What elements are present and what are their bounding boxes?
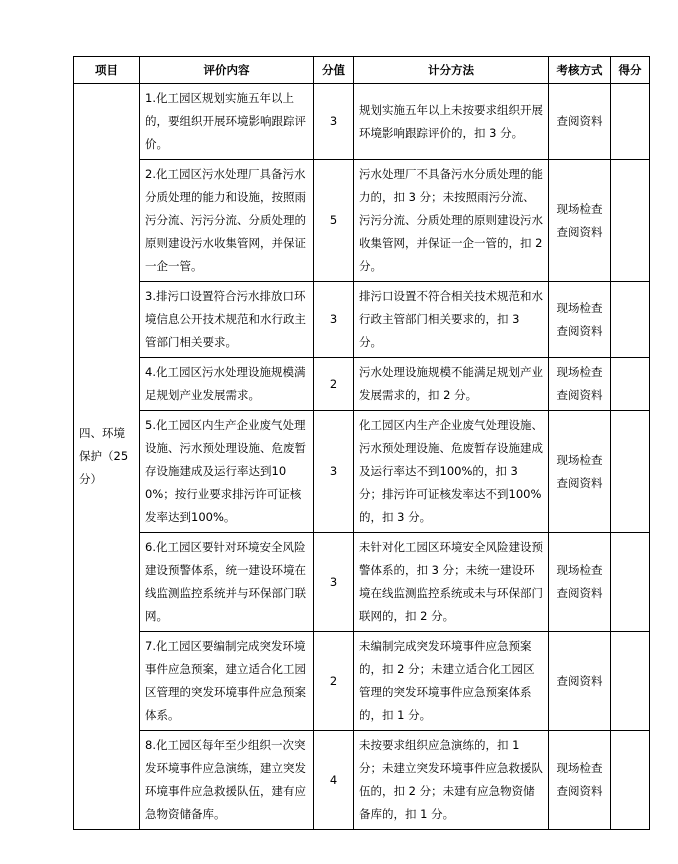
score-value: 5 [314,160,354,282]
table-row [74,160,650,282]
score-value: 3 [314,282,354,358]
section-label: 四、环境保护（25分） [74,84,140,830]
exam-method [549,411,611,533]
exam-method-line: 查阅资料 [556,224,603,239]
header-score: 分值 [314,57,354,84]
exam-method [549,282,611,358]
exam-method-line: 查阅资料 [556,323,603,338]
score-obtained [611,533,650,632]
scoring-method: 未编制完成突发环境事件应急预案的，扣 2 分；未建立适合化工园区管理的突发环境事件应急预案体系的，扣 1 分。 [354,632,549,731]
evaluation-content: 5.化工园区内生产企业废气处理设施、污水预处理设施、危废暂存设施建成及运行率达到100%；按行业要求排污许可证核发率达到100%。 [140,411,314,533]
score-obtained [611,632,650,731]
exam-method-line: 现场检查 [556,761,603,775]
exam-method-line: 现场检查 [556,201,603,216]
scoring-method: 未针对化工园区环境安全风险建设预警体系的，扣 3 分；未统一建设环境在线监测监控系统或未与环保部门联网的，扣 2 分。 [354,533,549,632]
exam-method-line: 查阅资料 [556,784,603,798]
exam-method [549,358,611,411]
header-row [74,57,650,84]
evaluation-content: 8.化工园区每年至少组织一次突发环境事件应急演练，建立突发环境事件应急救援队伍，建有应急物资储备库。 [140,731,314,830]
header-got: 得分 [611,57,650,84]
exam-method [549,731,611,830]
evaluation-content: 3.排污口设置符合污水排放口环境信息公开技术规范和水行政主管部门相关要求。 [140,282,314,358]
exam-method-line: 现场检查 [556,365,603,379]
exam-method-line: 现场检查 [556,452,603,467]
scoring-method: 化工园区内生产企业废气处理设施、污水预处理设施、危废暂存设施建成及运行率达不到100%的，扣 3 分；排污许可证核发率达不到100%的，扣 3 分。 [354,411,549,533]
exam-method [549,632,611,731]
score-value: 3 [314,533,354,632]
scoring-method: 未按要求组织应急演练的，扣 1 分；未建立突发环境事件应急救援队伍的，扣 2 分；未建有应急物资储备库的，扣 1 分。 [354,731,549,830]
table-body [74,84,650,830]
scoring-method: 污水处理设施规模不能满足规划产业发展需求的，扣 2 分。 [354,358,549,411]
score-obtained [611,84,650,160]
score-value: 3 [314,411,354,533]
exam-method-line: 查阅资料 [556,114,603,128]
score-obtained [611,282,650,358]
scoring-method: 排污口设置不符合相关技术规范和水行政主管部门相关要求的，扣 3 分。 [354,282,549,358]
header-exam: 考核方式 [549,57,611,84]
exam-method-line: 查阅资料 [556,673,603,688]
table-row [74,411,650,533]
score-obtained [611,160,650,282]
evaluation-content: 4.化工园区污水处理设施规模满足规划产业发展需求。 [140,358,314,411]
exam-method-line: 现场检查 [556,300,603,315]
table-row [74,533,650,632]
exam-method-line: 现场检查 [556,563,603,577]
exam-method [549,533,611,632]
table-row [74,731,650,830]
table-row [74,632,650,731]
table-row [74,84,650,160]
evaluation-content: 1.化工园区规划实施五年以上的，要组织开展环境影响跟踪评价。 [140,84,314,160]
score-obtained [611,358,650,411]
header-item: 项目 [74,57,140,84]
table-row [74,282,650,358]
header-content: 评价内容 [140,57,314,84]
header-method: 计分方法 [354,57,549,84]
score-value: 2 [314,358,354,411]
evaluation-content: 7.化工园区要编制完成突发环境事件应急预案，建立适合化工园区管理的突发环境事件应急预案体系。 [140,632,314,731]
score-value: 4 [314,731,354,830]
scoring-method: 污水处理厂不具备污水分质处理的能力的，扣 3 分；未按照雨污分流、污污分流、分质处理的原则建设污水收集管网，并保证一企一管的，扣 2 分。 [354,160,549,282]
exam-method-line: 查阅资料 [556,475,603,490]
exam-method-line: 查阅资料 [556,586,603,600]
table-row [74,358,650,411]
exam-method [549,84,611,160]
exam-method [549,160,611,282]
evaluation-table [73,56,650,830]
score-obtained [611,731,650,830]
evaluation-content: 6.化工园区要针对环境安全风险建设预警体系，统一建设环境在线监测监控系统并与环保部门联网。 [140,533,314,632]
evaluation-content: 2.化工园区污水处理厂具备污水分质处理的能力和设施，按照雨污分流、污污分流、分质处理的原则建设污水收集管网，并保证一企一管。 [140,160,314,282]
score-value: 2 [314,632,354,731]
score-value: 3 [314,84,354,160]
score-obtained [611,411,650,533]
exam-method-line: 查阅资料 [556,388,603,402]
scoring-method: 规划实施五年以上未按要求组织开展环境影响跟踪评价的，扣 3 分。 [354,84,549,160]
